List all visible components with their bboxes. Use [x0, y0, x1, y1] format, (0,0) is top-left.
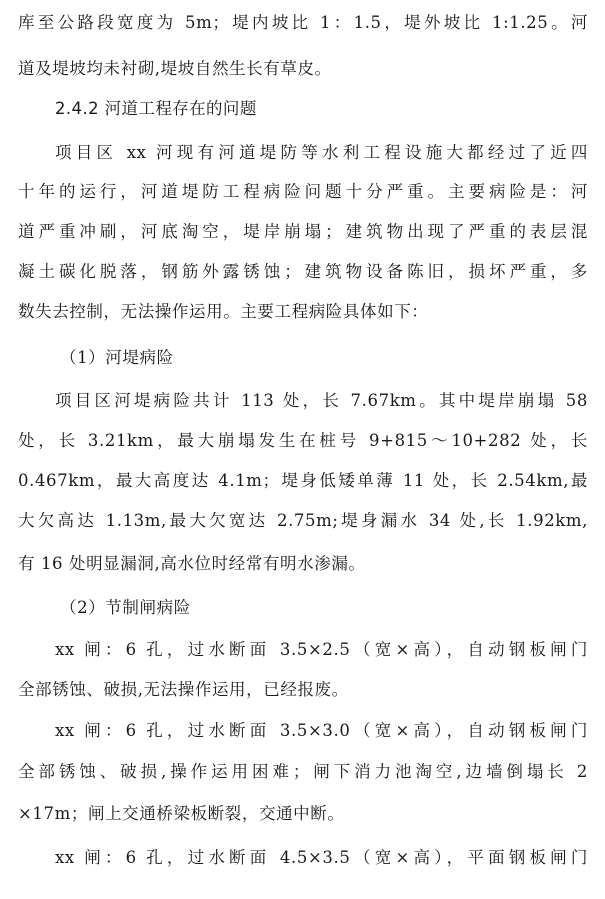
- paragraph-line: 道严重冲刷，河底淘空，堤岸崩塌；建筑物出现了严重的表层混: [18, 222, 588, 241]
- text-line: 道及堤坡均未衬砌,堤坡自然生长有草皮。: [18, 59, 332, 78]
- paragraph-line: 项目区 xx 河现有河道堤防等水利工程设施大都经过了近四: [55, 143, 588, 162]
- subsection-title: （2）节制闸病险: [60, 598, 191, 617]
- section-heading: 2.4.2 河道工程存在的问题: [55, 99, 257, 118]
- paragraph-line: 0.467km，最大高度达 4.1m；堤身低矮单薄 11 处，长 2.54km,最: [18, 471, 588, 490]
- subsection-title: （1）河堤病险: [60, 348, 174, 367]
- paragraph-line: 有 16 处明显漏洞,高水位时经常有明水渗漏。: [18, 554, 366, 573]
- paragraph-line: 数失去控制，无法操作运用。主要工程病险具体如下：: [18, 302, 429, 321]
- paragraph-line: 大欠高达 1.13m,最大欠宽达 2.75m;堤身漏水 34 处,长 1.92km,: [18, 511, 588, 530]
- paragraph-line: 处，长 3.21km，最大崩塌发生在桩号 9+815～10+282 处，长: [18, 431, 588, 450]
- paragraph-line: 全部锈蚀、破损,无法操作运用，已经报废。: [18, 680, 349, 699]
- paragraph-line: xx 闸：6 孔，过水断面 3.5×2.5（宽×高），自动钢板闸门: [55, 640, 588, 659]
- text-line: 库至公路段宽度为 5m；堤内坡比 1：1.5，堤外坡比 1:1.25。河: [18, 13, 588, 32]
- paragraph-line: 凝土碳化脱落，钢筋外露锈蚀；建筑物设备陈旧，损坏严重，多: [18, 262, 588, 281]
- paragraph-line: 十年的运行，河道堤防工程病险问题十分严重。主要病险是：河: [18, 182, 588, 201]
- paragraph-line: ×17m；闸上交通桥梁板断裂，交通中断。: [18, 804, 345, 823]
- paragraph-line: xx 闸：6 孔，过水断面 3.5×3.0（宽×高），自动钢板闸门: [55, 721, 588, 740]
- paragraph-line: xx 闸：6 孔，过水断面 4.5×3.5（宽×高），平面钢板闸门: [55, 848, 588, 867]
- paragraph-line: 项目区河堤病险共计 113 处，长 7.67km。其中堤岸崩塌 58: [55, 391, 588, 410]
- paragraph-line: 全部锈蚀、破损,操作运用困难；闸下消力池淘空,边墙倒塌长 2: [18, 762, 588, 781]
